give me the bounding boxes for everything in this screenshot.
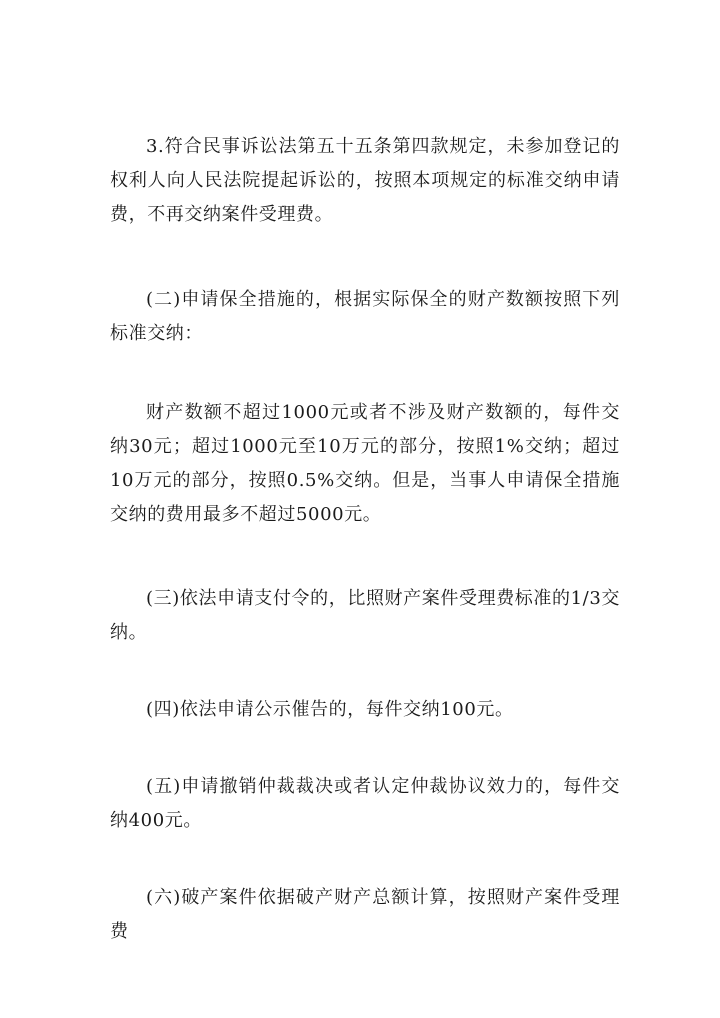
- paragraph-preservation-measures: (二)申请保全措施的，根据实际保全的财产数额按照下列标准交纳：: [110, 289, 620, 344]
- paragraph-public-notice: (四)依法申请公示催告的，每件交纳100元。: [146, 699, 514, 720]
- paragraph-arbitration-award: (五)申请撤销仲裁裁决或者认定仲裁协议效力的，每件交纳400元。: [110, 776, 620, 831]
- paragraph-bankruptcy-case: (六)破产案件依据破产财产总额计算，按照财产案件受理费: [110, 887, 620, 942]
- paragraph-payment-order: (三)依法申请支付令的，比照财产案件受理费标准的1/3交纳。: [110, 588, 620, 643]
- paragraph-representative-litigation-fee: 3.符合民事诉讼法第五十五条第四款规定，未参加登记的权利人向人民法院提起诉讼的，按照本项规定的标准交纳申请费，不再交纳案件受理费。: [110, 136, 620, 225]
- paragraph-property-amount-rates: 财产数额不超过1000元或者不涉及财产数额的，每件交纳30元；超过1000元至10万元的部分，按照1%交纳；超过10万元的部分，按照0.5%交纳。但是，当事人申请保全措施交纳的费用最多不超过5000元。: [110, 402, 620, 525]
